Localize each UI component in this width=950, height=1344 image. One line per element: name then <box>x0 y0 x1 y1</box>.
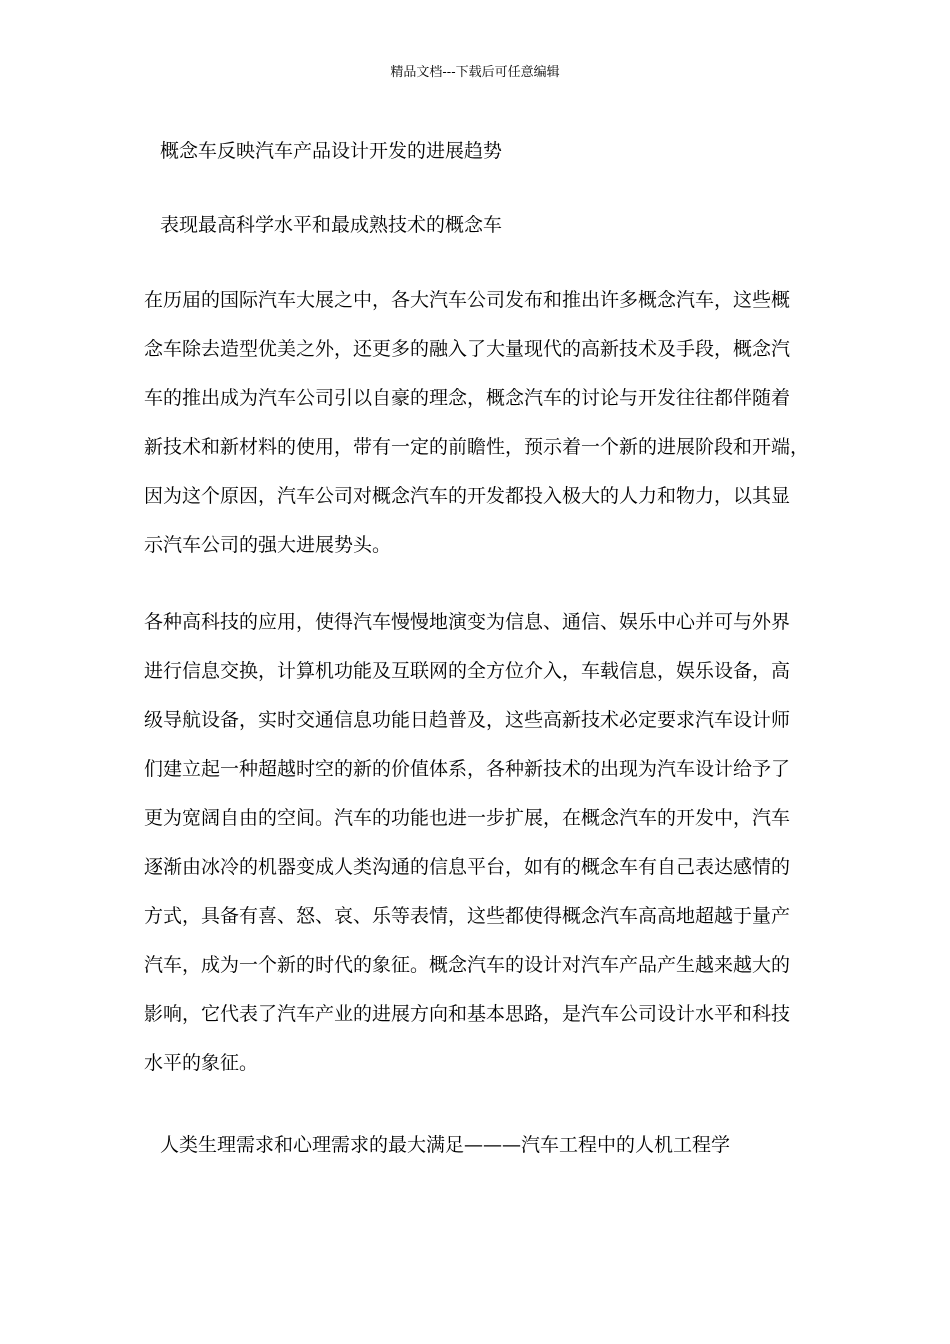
paragraph-concept-cars-at-shows <box>144 288 808 582</box>
page-header: 精品文档---下载后可任意编辑 <box>390 65 560 80</box>
paragraph-line: 各种高科技的应用，使得汽车慢慢地演变为信息、通信、娱乐中心并可与外界 <box>144 611 791 633</box>
paragraph-line: 进行信息交换，计算机功能及互联网的全方位介入，车载信息，娱乐设备，高 <box>144 660 791 682</box>
paragraph-line: 汽车，成为一个新的时代的象征。概念汽车的设计对汽车产品产生越来越大的 <box>144 954 791 976</box>
paragraph-line: 更为宽阔自由的空间。汽车的功能也进一步扩展，在概念汽车的开发中，汽车 <box>144 807 791 829</box>
paragraph-line: 水平的象征。 <box>144 1052 259 1074</box>
section-heading-advanced-concept-car: 表现最高科学水平和最成熟技术的概念车 <box>160 214 503 236</box>
paragraph-line: 影响，它代表了汽车产业的进展方向和基本思路，是汽车公司设计水平和科技 <box>144 1003 791 1025</box>
section-heading-ergonomics: 人类生理需求和心理需求的最大满足———汽车工程中的人机工程学 <box>160 1134 731 1156</box>
section-heading-concept-car-trends: 概念车反映汽车产品设计开发的进展趋势 <box>160 140 503 162</box>
paragraph-line: 新技术和新材料的使用，带有一定的前瞻性，预示着一个新的进展阶段和开端， <box>144 436 810 458</box>
paragraph-high-tech-applications <box>144 610 808 1100</box>
paragraph-line: 念车除去造型优美之外，还更多的融入了大量现代的高新技术及手段，概念汽 <box>144 338 791 360</box>
paragraph-line: 方式，具备有喜、怒、哀、乐等表情，这些都使得概念汽车高高地超越于量产 <box>144 905 791 927</box>
paragraph-line: 级导航设备，实时交通信息功能日趋普及，这些高新技术必定要求汽车设计师 <box>144 709 791 731</box>
paragraph-line: 在历届的国际汽车大展之中，各大汽车公司发布和推出许多概念汽车，这些概 <box>144 289 791 311</box>
paragraph-line: 示汽车公司的强大进展势头。 <box>144 534 392 556</box>
paragraph-line: 车的推出成为汽车公司引以自豪的理念，概念汽车的讨论与开发往往都伴随着 <box>144 387 791 409</box>
paragraph-line: 因为这个原因，汽车公司对概念汽车的开发都投入极大的人力和物力，以其显 <box>144 485 791 507</box>
paragraph-line: 们建立起一种超越时空的新的价值体系，各种新技术的出现为汽车设计给予了 <box>144 758 791 780</box>
paragraph-line: 逐渐由冰冷的机器变成人类沟通的信息平台，如有的概念车有自己表达感情的 <box>144 856 791 878</box>
